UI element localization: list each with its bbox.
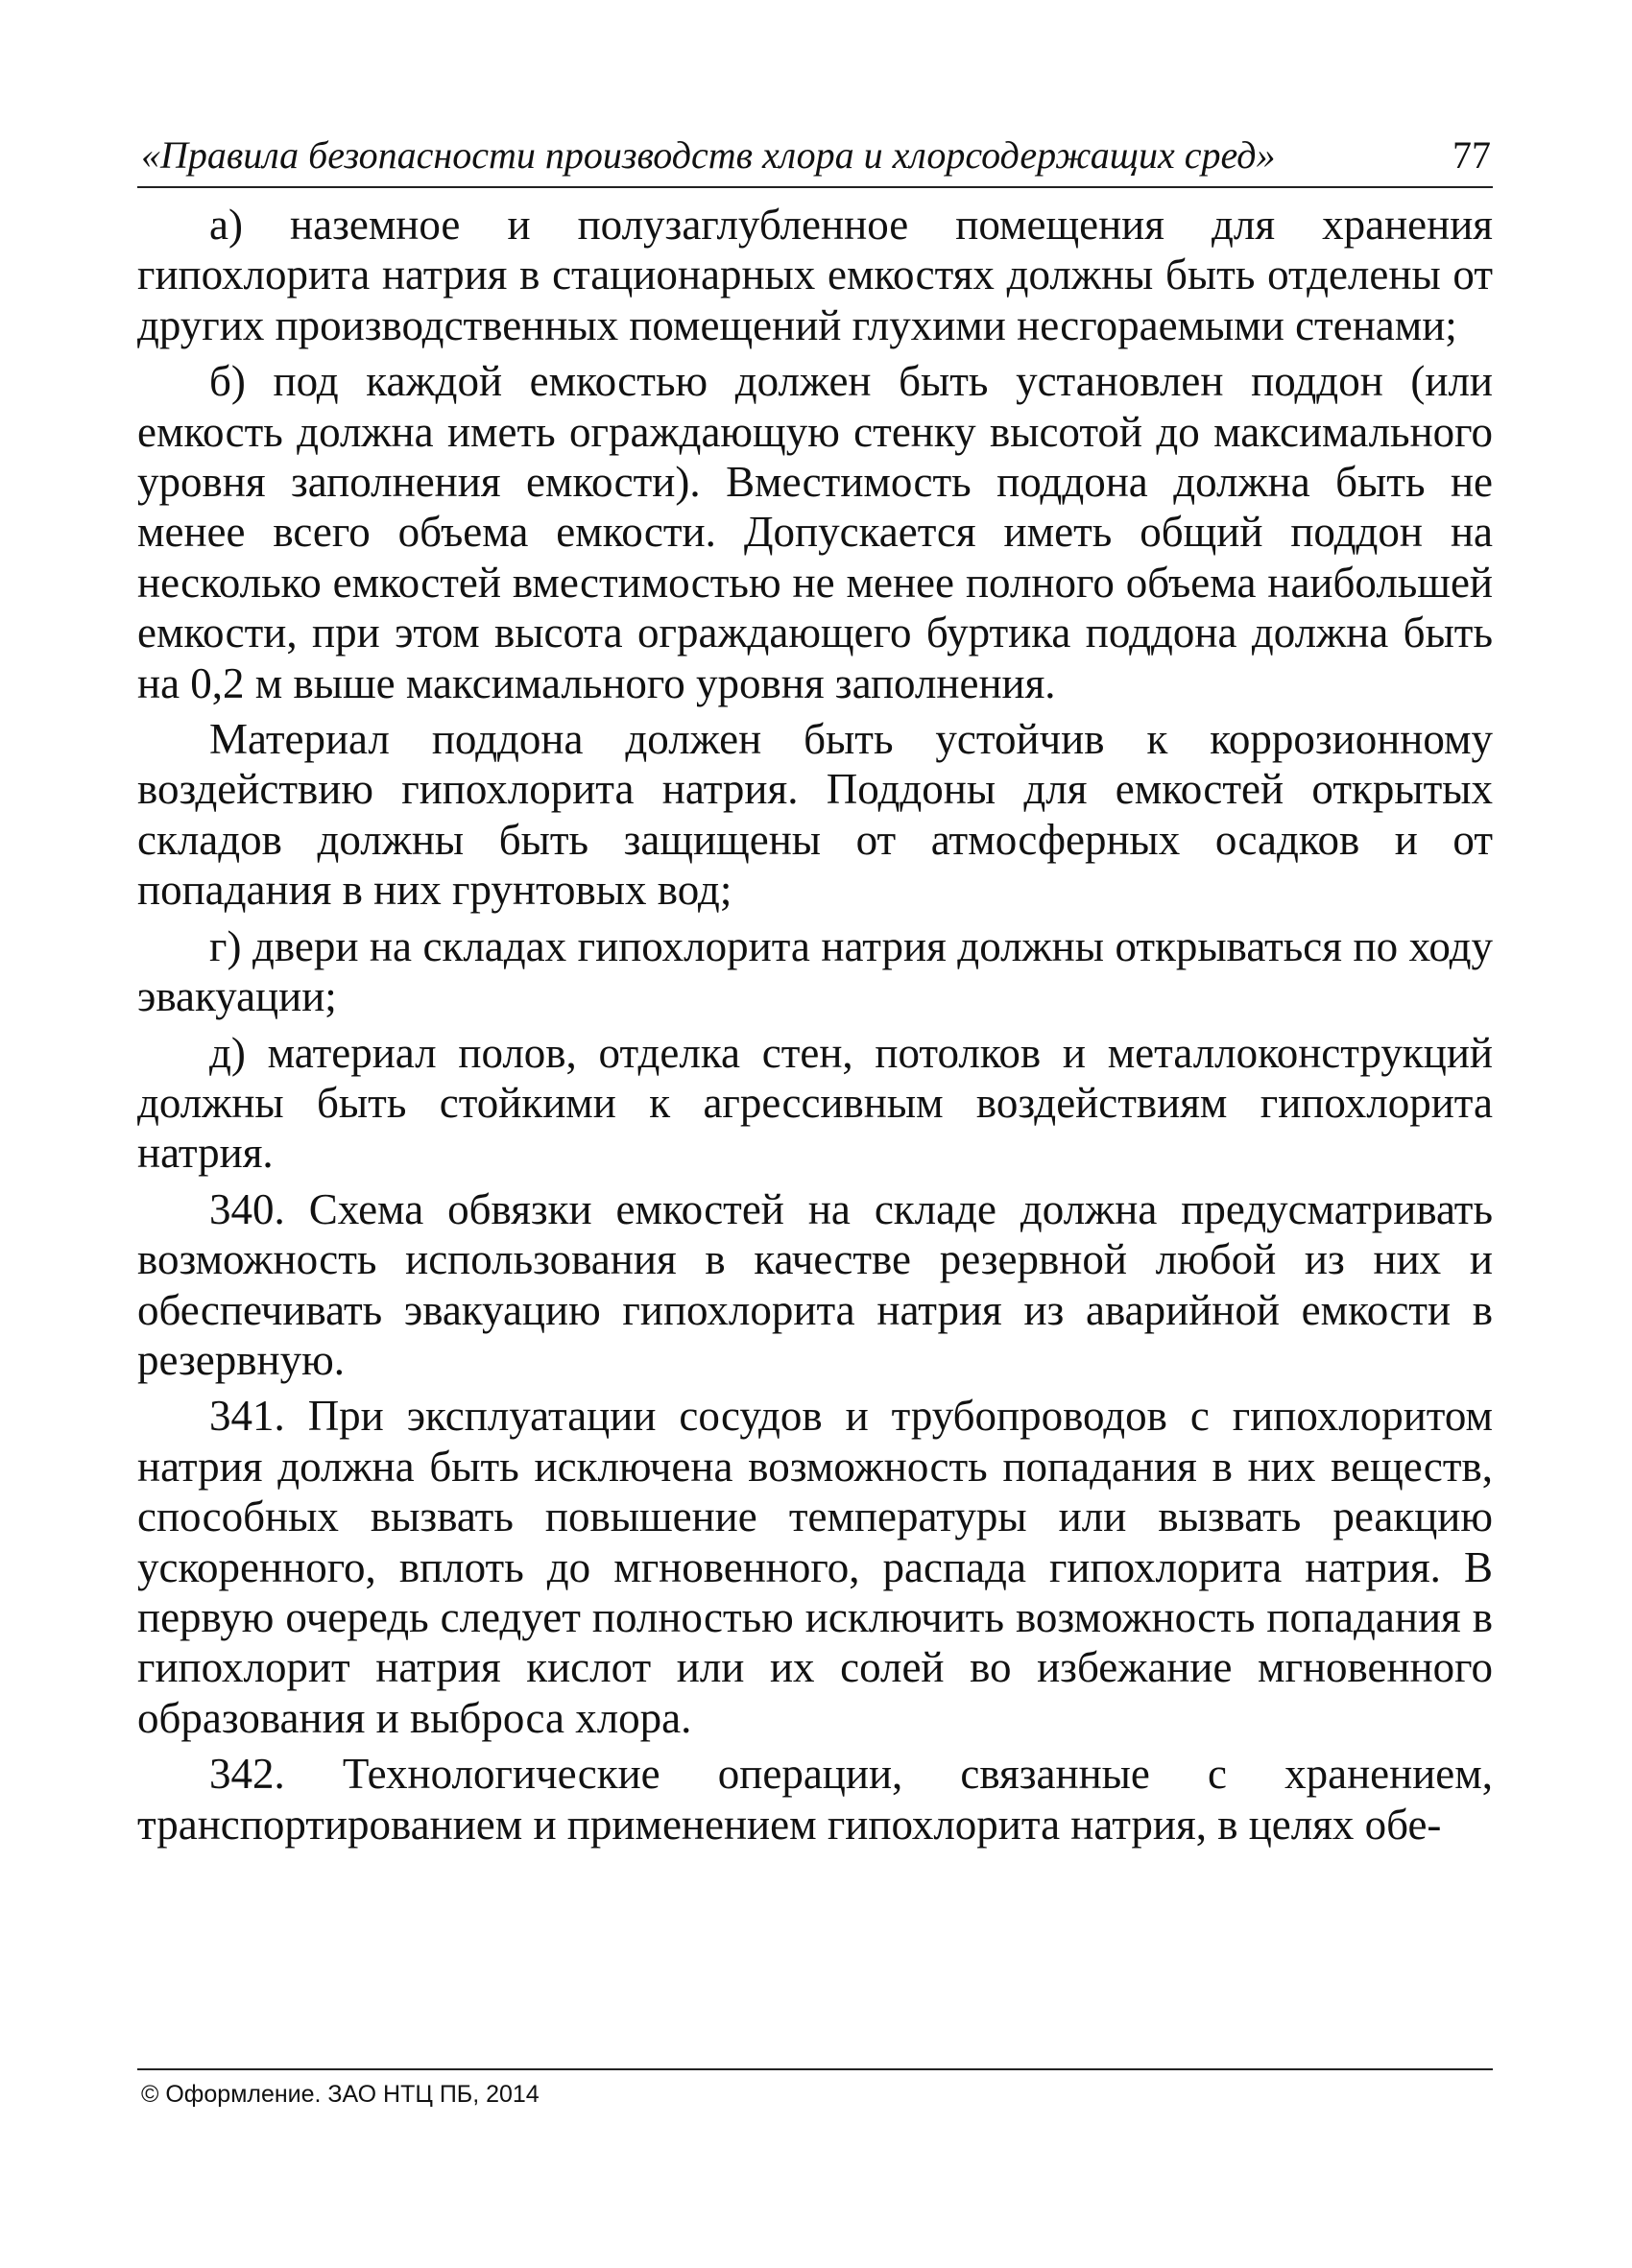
paragraph-item-g: г) двери на складах гипохлорита натрия должны открываться по ходу эвакуации;	[137, 921, 1493, 1021]
running-title: «Правила безопасности производств хлора и хлорсодержащих сред»	[141, 133, 1276, 177]
footer-copyright: © Оформление. ЗАО НТЦ ПБ, 2014	[141, 2081, 540, 2108]
body-text	[137, 200, 1493, 1855]
document-page	[137, 0, 1493, 2268]
paragraph-pallet-material: Материал поддона должен быть устойчив к коррозионному воздействию гипохлорита натрия. Поддоны для емкостей открытых складов должны быть защищены от атмосферных осадков и от попадания в них грунтовых вод;	[137, 715, 1493, 915]
paragraph-340: 340. Схема обвязки емкостей на складе должна предусматривать возможность использования в качестве резервной любой из них и обеспечивать эвакуацию гипохлорита натрия из аварийной емкости в резервную.	[137, 1184, 1493, 1384]
running-header	[137, 127, 1493, 188]
paragraph-item-d: д) материал полов, отделка стен, потолков и металлоконструкций должны быть стойкими к агрессивным воздействиям гипохлорита натрия.	[137, 1028, 1493, 1178]
paragraph-341: 341. При эксплуатации сосудов и трубопроводов с гипохлоритом натрия должна быть исключена возможность попадания в них веществ, способных вызвать повышение температуры или вызвать реакцию ускоренного, вплоть до мгновенного, распада гипохлорита натрия. В первую очередь следует полностью исключить возможность попадания в гипохлорит натрия кислот или их солей во избежание мгновенного образования и выброса хлора.	[137, 1392, 1493, 1742]
paragraph-item-a: а) наземное и полузаглубленное помещения для хранения гипохлорита натрия в стационарных емкостях должны быть отделены от других производственных помещений глухими несгораемыми стенами;	[137, 201, 1493, 349]
paragraph-item-b: б) под каждой емкостью должен быть установлен поддон (или емкость должна иметь ограждающую стенку высотой до максимального уровня заполнения емкости). Вместимость поддона должна быть не менее всего объема емкости. Допускается иметь общий поддон на несколько емкостей вместимостью не менее полного объема наибольшей емкости, при этом высота ограждающего буртика поддона должна быть на 0,2 м выше максимального уровня заполнения.	[137, 357, 1493, 707]
paragraph-342: 342. Технологические операции, связанные с хранением, транспортированием и применением гипохлорита натрия, в целях обе-	[137, 1750, 1493, 1849]
page-number: 77	[1452, 133, 1491, 177]
footer-divider	[137, 2068, 1493, 2070]
